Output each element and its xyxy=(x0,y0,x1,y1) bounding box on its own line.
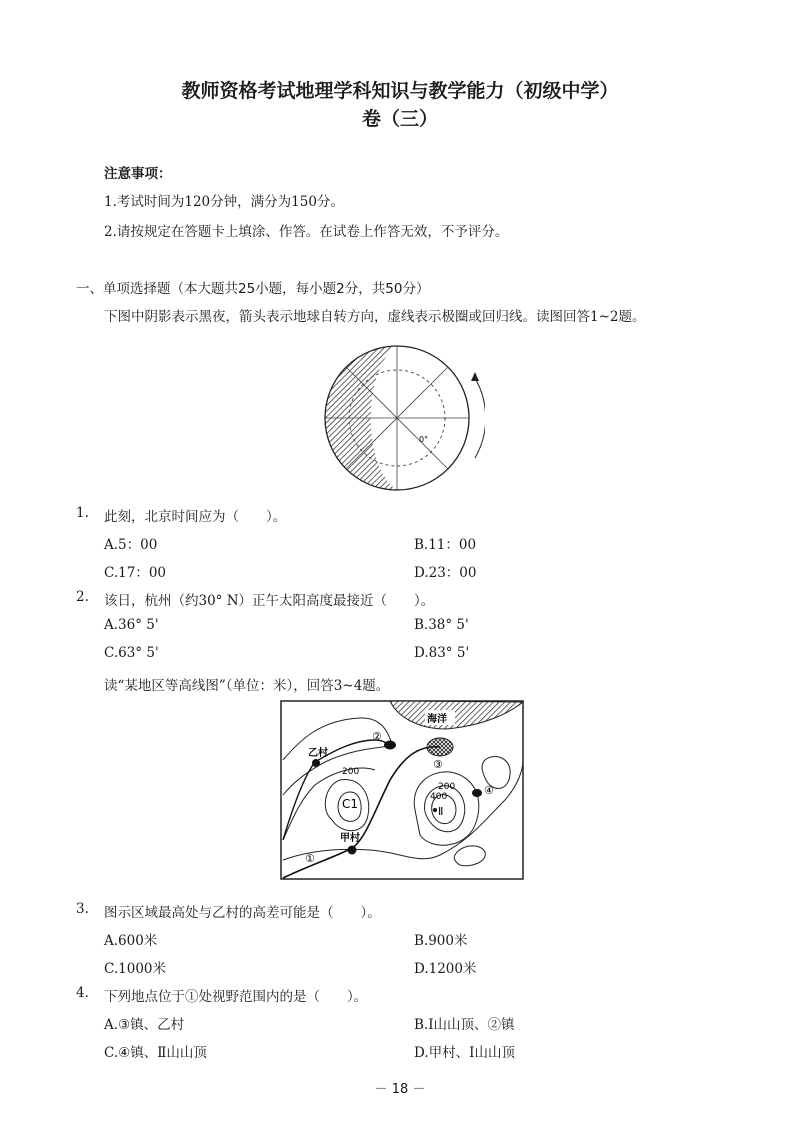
contour-label-400: 400 xyxy=(430,792,448,802)
notice-item-2: 2.请按规定在答题卡上填涂、作答。在试卷上作答无效，不予评分。 xyxy=(104,224,509,240)
q2-option-a: A.36° 5' xyxy=(104,617,159,633)
question-1-text: 此刻，北京时间应为（ ）。 xyxy=(104,509,287,525)
village-jia-marker xyxy=(348,846,357,855)
contour-map-figure xyxy=(280,700,524,880)
q3-option-c: C.1000米 xyxy=(104,961,166,977)
q1-option-b: B.11：00 xyxy=(414,537,477,553)
contour-label-200a: 200 xyxy=(342,767,360,777)
q3-option-d: D.1200米 xyxy=(414,961,477,977)
q2-option-c: C.63° 5' xyxy=(104,645,159,661)
q4-option-b: B.Ⅰ山山顶、②镇 xyxy=(414,1017,515,1033)
location-2-label: ② xyxy=(372,730,382,743)
town-2-marker xyxy=(384,741,396,750)
rotation-arrow-icon xyxy=(471,372,479,381)
q3-option-a: A.600米 xyxy=(104,933,158,949)
q4-option-c: C.④镇、Ⅱ山山顶 xyxy=(104,1045,207,1061)
mountain-1-label: C1 xyxy=(342,797,359,811)
notice-item-1: 1.考试时间为120分钟，满分为150分。 xyxy=(104,194,344,210)
q1-option-c: C.17：00 xyxy=(104,565,166,581)
question-4-number: 4. xyxy=(76,985,89,1001)
q1-option-d: D.23：00 xyxy=(414,565,477,581)
question-1-number: 1. xyxy=(76,505,89,521)
location-3-label: ③ xyxy=(433,758,443,771)
village-yi-label: 乙村 xyxy=(308,748,328,759)
meridian-label: 0° xyxy=(419,435,429,444)
summit-2-marker xyxy=(433,808,437,812)
question-4-text: 下列地点位于①处视野范围内的是（ ）。 xyxy=(104,989,368,1005)
notice-heading: 注意事项： xyxy=(104,166,172,182)
q4-option-a: A.③镇、乙村 xyxy=(104,1017,185,1033)
polar-globe-figure xyxy=(320,338,485,503)
q1-option-a: A.5：00 xyxy=(104,537,158,553)
q4-option-d: D.甲村、Ⅰ山山顶 xyxy=(414,1045,515,1061)
q2-option-b: B.38° 5' xyxy=(414,617,469,633)
mountain-2-label: Ⅱ xyxy=(438,805,444,818)
exam-subtitle: 卷（三） xyxy=(361,108,438,130)
ocean-label: 海洋 xyxy=(427,714,447,725)
q3-option-b: B.900米 xyxy=(414,933,468,949)
town-4-marker xyxy=(472,789,482,797)
question-2-number: 2. xyxy=(76,589,89,605)
contour-label-200b: 200 xyxy=(438,782,456,792)
question-3-number: 3. xyxy=(76,901,89,917)
question-3-text: 图示区域最高处与乙村的高差可能是（ ）。 xyxy=(104,905,381,921)
village-yi-marker xyxy=(312,759,320,767)
q2-option-d: D.83° 5' xyxy=(414,645,470,661)
section-heading: 一、单项选择题（本大题共25小题，每小题2分，共50分） xyxy=(76,281,430,297)
figure2-intro: 读“某地区等高线图”（单位：米），回答3~4题。 xyxy=(104,678,390,694)
page-number: － 18 － xyxy=(374,1082,426,1097)
location-1-label: ① xyxy=(305,852,315,865)
location-4-label: ④ xyxy=(484,784,494,797)
village-jia-label: 甲村 xyxy=(340,833,360,844)
figure1-intro: 下图中阴影表示黑夜，箭头表示地球自转方向，虚线表示极圈或回归线。读图回答1~2题。 xyxy=(104,309,646,325)
exam-title: 教师资格考试地理学科知识与教学能力（初级中学） xyxy=(181,80,619,102)
question-2-text: 该日，杭州（约30° N）正午太阳高度最接近（ ）。 xyxy=(104,593,435,609)
